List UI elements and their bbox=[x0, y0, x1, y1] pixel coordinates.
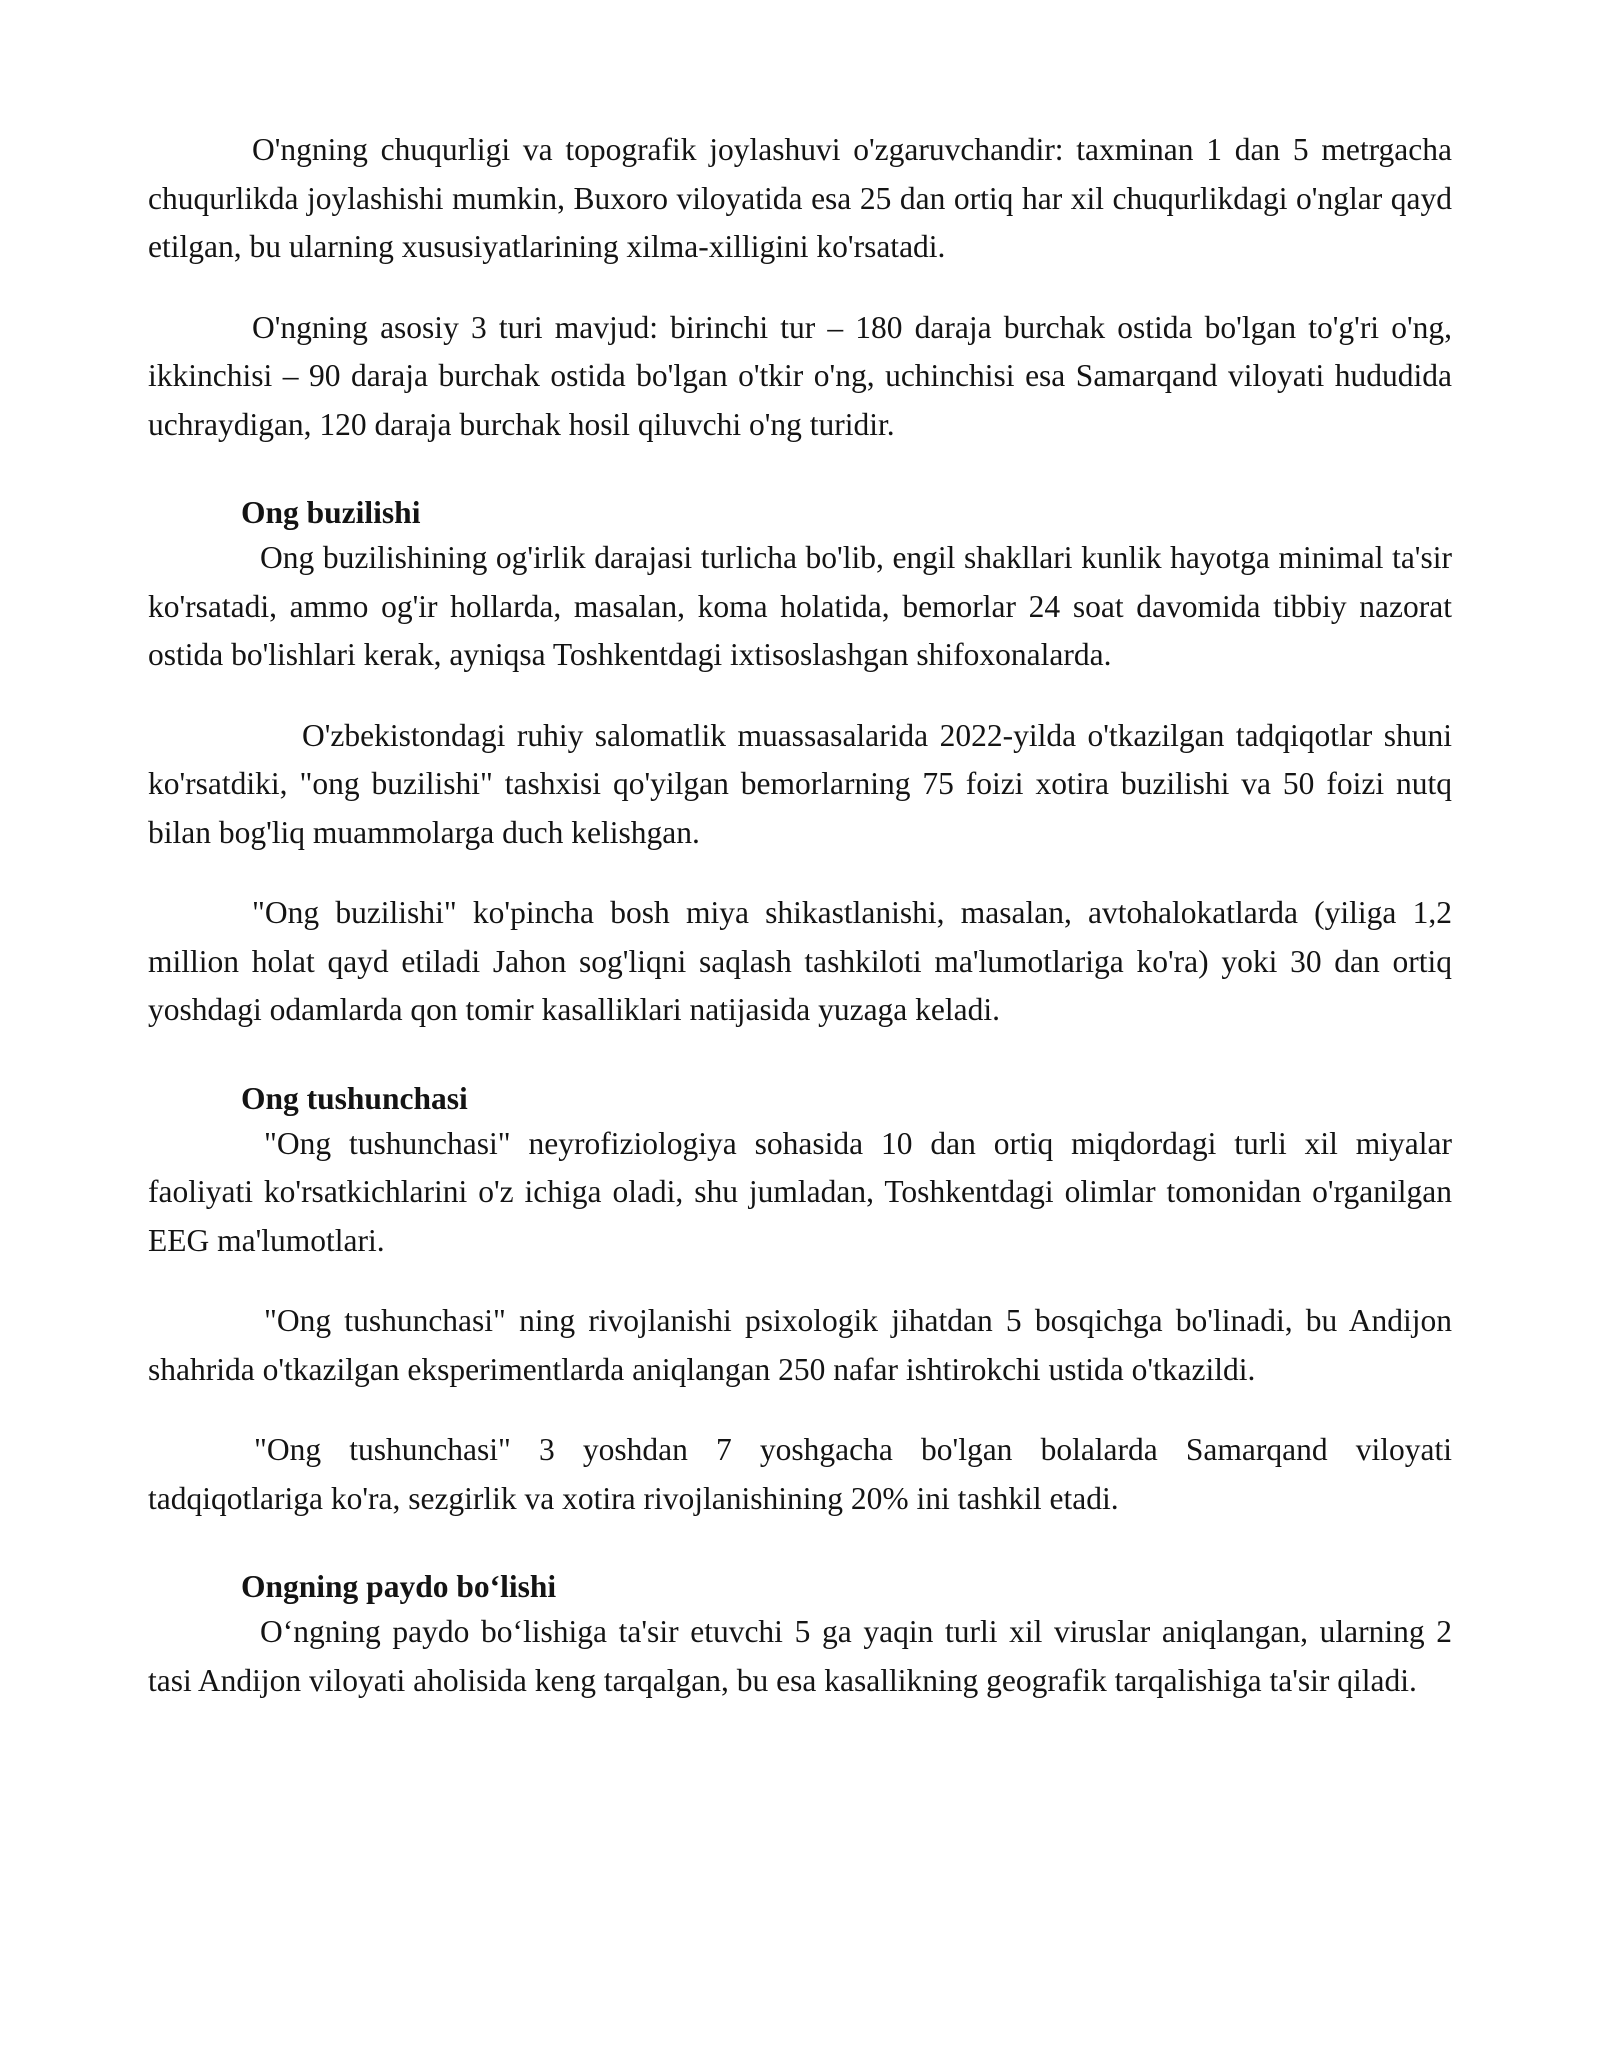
document-page bbox=[148, 126, 1452, 1705]
paragraph: Oʻngning paydo boʻlishiga ta'sir etuvchi 5 ga yaqin turli xil viruslar aniqlangan, ularning 2 tasi Andijon viloyati aholisida keng tarqalgan, bu esa kasallikning geografik tarqalishiga ta'sir qiladi. bbox=[148, 1614, 1452, 1698]
paragraph: Ong buzilishining og'irlik darajasi turlicha bo'lib, engil shakllari kunlik hayotga minimal ta'sir ko'rsatadi, ammo og'ir hollarda, masalan, koma holatida, bemorlar 24 soat davomida tibbiy nazorat ostida bo'lishlari kerak, ayniqsa Toshkentdagi ixtisoslashgan shifoxonalarda. bbox=[148, 540, 1452, 672]
paragraph: O'ngning chuqurligi va topografik joylashuvi o'zgaruvchandir: taxminan 1 dan 5 metrgacha chuqurlikda joylashishi mumkin, Buxoro viloyatida esa 25 dan ortiq har xil chuqurlikdagi o'nglar qayd etilgan, bu ularning xususiyatlarining xilma-xilligini ko'rsatadi. bbox=[148, 132, 1452, 264]
paragraph: "Ong buzilishi" ko'pincha bosh miya shikastlanishi, masalan, avtohalokatlarda (yiliga 1,2 million holat qayd etiladi Jahon sog'liqni saqlash tashkiloti ma'lumotlariga ko'ra) yoki 30 dan ortiq yoshdagi odamlarda qon tomir kasalliklari natijasida yuzaga keladi. bbox=[148, 895, 1452, 1027]
paragraph: "Ong tushunchasi" 3 yoshdan 7 yoshgacha bo'lgan bolalarda Samarqand viloyati tadqiqotlariga ko'ra, sezgirlik va xotira rivojlanishining 20% ini tashkil etadi. bbox=[148, 1432, 1452, 1516]
section-heading: Ong buzilishi bbox=[241, 495, 421, 530]
paragraph: O'zbekistondagi ruhiy salomatlik muassasalarida 2022-yilda o'tkazilgan tadqiqotlar shuni ko'rsatdiki, "ong buzilishi" tashxisi qo'yilgan bemorlarning 75 foizi xotira buzilishi va 50 foizi nutq bilan bog'liq muammolarga duch kelishgan. bbox=[148, 717, 1452, 850]
paragraph: "Ong tushunchasi" ning rivojlanishi psixologik jihatdan 5 bosqichga bo'linadi, bu Andijon shahrida o'tkazilgan eksperimentlarda aniqlangan 250 nafar ishtirokchi ustida o'tkazildi. bbox=[148, 1303, 1452, 1387]
paragraph: O'ngning asosiy 3 turi mavjud: birinchi tur – 180 daraja burchak ostida bo'lgan to'g'ri o'ng, ikkinchisi – 90 daraja burchak ostida bo'lgan o'tkir o'ng, uchinchisi esa Samarqand viloyati hududida uchraydigan, 120 daraja burchak hosil qiluvchi o'ng turidir. bbox=[148, 309, 1452, 442]
paragraph: "Ong tushunchasi" neyrofiziologiya sohasida 10 dan ortiq miqdordagi turli xil miyalar faoliyati ko'rsatkichlarini o'z ichiga oladi, shu jumladan, Toshkentdagi olimlar tomonidan o'rganilgan EEG ma'lumotlari. bbox=[148, 1125, 1452, 1258]
section-heading: Ongning paydo boʻlishi bbox=[241, 1569, 557, 1604]
section-heading: Ong tushunchasi bbox=[241, 1080, 468, 1116]
